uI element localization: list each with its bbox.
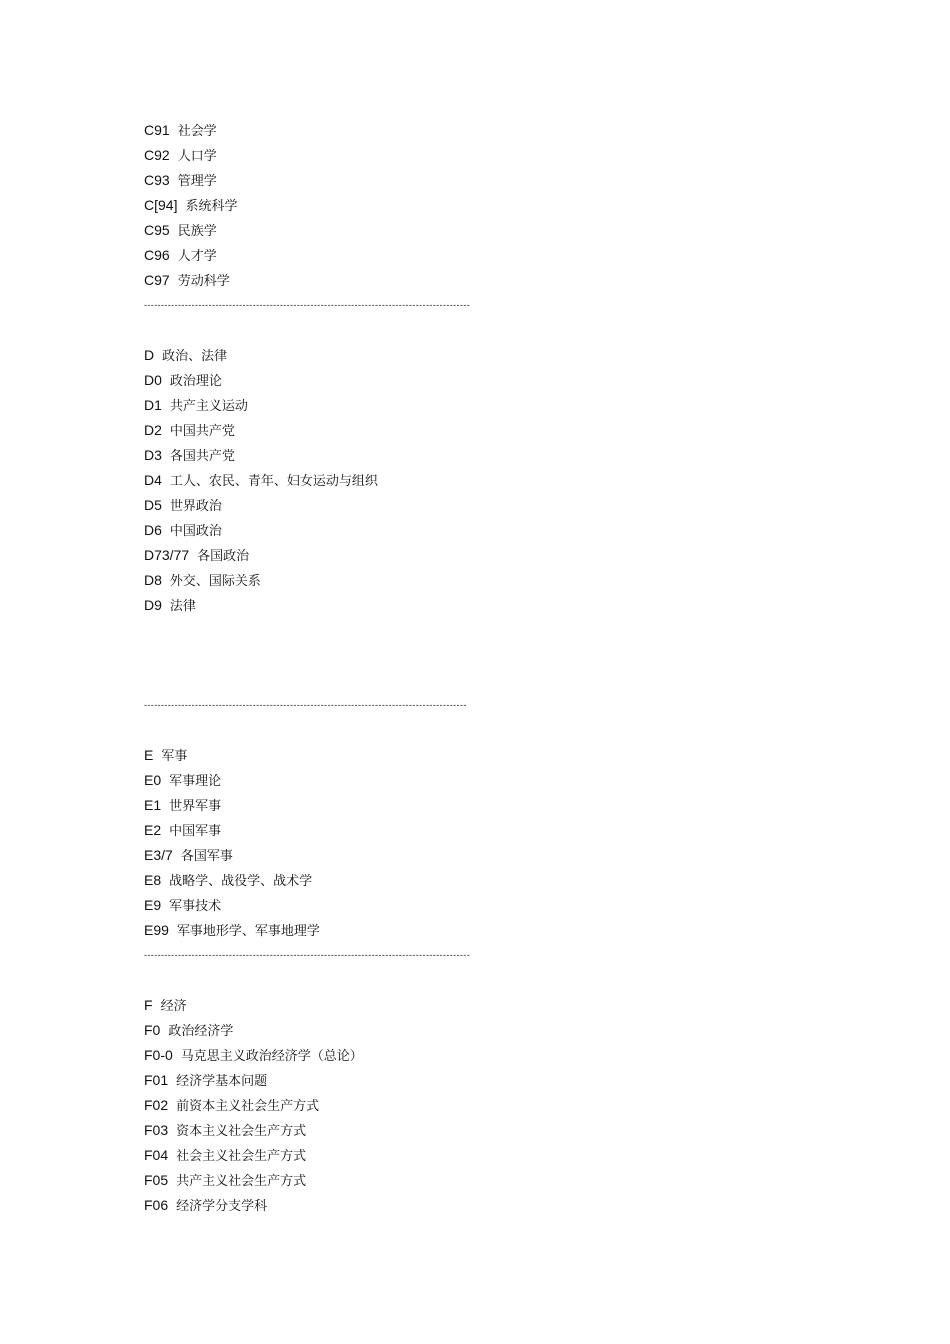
entry-line: [144, 818, 844, 843]
classification-document: [144, 118, 844, 1218]
entry-term: 社会主义社会生产方式: [176, 1149, 307, 1164]
entry-term: 政治经济学: [168, 1024, 234, 1039]
entry-line: [144, 1093, 844, 1118]
entry-line: [144, 418, 844, 443]
entry-code: F04: [144, 1147, 169, 1163]
entry-code: E99: [144, 922, 169, 938]
entry-code: D8: [144, 572, 162, 588]
entry-line: [144, 168, 844, 193]
entry-code: D9: [144, 597, 162, 613]
entry-term: 政治理论: [169, 374, 222, 389]
entry-line: [144, 1118, 844, 1143]
entry-term: 外交、国际关系: [169, 574, 261, 589]
entry-term: 军事: [161, 749, 188, 764]
entry-code: F0: [144, 1022, 161, 1038]
entry-code: F03: [144, 1122, 169, 1138]
entry-code: D73/77: [144, 547, 190, 563]
entry-term: 世界军事: [169, 799, 222, 814]
entry-line: [144, 868, 844, 893]
entry-code: D1: [144, 397, 162, 413]
entry-code: E0: [144, 772, 162, 788]
entry-code: D6: [144, 522, 162, 538]
entry-line: [144, 843, 844, 868]
entry-line: [144, 993, 844, 1018]
entry-code: E8: [144, 872, 162, 888]
entry-term: 政治、法律: [162, 349, 228, 364]
entry-line: [144, 1018, 844, 1043]
entry-code: D: [144, 347, 155, 363]
entry-code: C95: [144, 222, 170, 238]
spacer: [144, 618, 844, 693]
entry-term: 管理学: [177, 174, 217, 189]
entry-code: D5: [144, 497, 162, 513]
entry-code: F01: [144, 1072, 169, 1088]
entry-code: E1: [144, 797, 162, 813]
entry-line: [144, 493, 844, 518]
section-separator: ------------------------------------------------------------------------------------------------: [144, 300, 471, 310]
entry-line: [144, 518, 844, 543]
entry-line: [144, 793, 844, 818]
entry-code: D4: [144, 472, 162, 488]
entry-term: 共产主义运动: [169, 399, 248, 414]
entry-term: 经济学分支学科: [176, 1199, 268, 1214]
entry-term: 马克思主义政治经济学（总论）: [180, 1049, 363, 1064]
entry-code: E: [144, 747, 154, 763]
entry-line: [144, 918, 844, 943]
entry-term: 中国政治: [169, 524, 222, 539]
entry-term: 经济: [160, 999, 187, 1014]
entry-code: D2: [144, 422, 162, 438]
entry-line: [144, 1193, 844, 1218]
entry-line: [144, 1168, 844, 1193]
entry-term: 各国军事: [180, 849, 233, 864]
entry-line: [144, 218, 844, 243]
entry-code: F0-0: [144, 1047, 173, 1063]
entry-line: [144, 768, 844, 793]
entry-term: 劳动科学: [177, 274, 230, 289]
entry-line: [144, 568, 844, 593]
entry-term: 人才学: [177, 249, 217, 264]
entry-term: 民族学: [177, 224, 217, 239]
entry-term: 前资本主义社会生产方式: [176, 1099, 320, 1114]
entry-term: 军事技术: [169, 899, 222, 914]
entry-code: D3: [144, 447, 162, 463]
section-separator: ------------------------------------------------------------------------------------------------: [144, 950, 471, 960]
entry-code: C91: [144, 122, 170, 138]
entry-code: C96: [144, 247, 170, 263]
entry-line: [144, 468, 844, 493]
section-f: [144, 993, 844, 1218]
entry-line: [144, 1068, 844, 1093]
entry-code: E9: [144, 897, 162, 913]
entry-term: 法律: [169, 599, 196, 614]
entry-term: 经济学基本问题: [176, 1074, 268, 1089]
section-c: [144, 118, 844, 293]
entry-term: 共产主义社会生产方式: [176, 1174, 307, 1189]
entry-code: C92: [144, 147, 170, 163]
entry-line: [144, 1043, 844, 1068]
entry-term: 工人、农民、青年、妇女运动与组织: [169, 474, 378, 489]
spacer: [144, 718, 844, 743]
entry-code: F06: [144, 1197, 169, 1213]
entry-term: 各国共产党: [169, 449, 235, 464]
entry-code: E3/7: [144, 847, 173, 863]
entry-line: [144, 1143, 844, 1168]
entry-term: 资本主义社会生产方式: [176, 1124, 307, 1139]
spacer: [144, 318, 844, 343]
entry-line: [144, 893, 844, 918]
entry-code: C[94]: [144, 197, 178, 213]
entry-line: [144, 243, 844, 268]
entry-term: 战略学、战役学、战术学: [169, 874, 313, 889]
entry-term: 中国共产党: [169, 424, 235, 439]
entry-term: 系统科学: [185, 199, 238, 214]
entry-line: [144, 543, 844, 568]
entry-code: D0: [144, 372, 162, 388]
section-e: [144, 743, 844, 943]
entry-term: 军事地形学、军事地理学: [176, 924, 320, 939]
entry-line: [144, 368, 844, 393]
entry-line: [144, 393, 844, 418]
entry-term: 军事理论: [169, 774, 222, 789]
entry-line: [144, 268, 844, 293]
entry-line: [144, 118, 844, 143]
entry-term: 人口学: [177, 149, 217, 164]
entry-term: 中国军事: [169, 824, 222, 839]
entry-line: [144, 143, 844, 168]
entry-line: [144, 593, 844, 618]
section-separator: -----------------------------------------------------------------------------------------------: [144, 700, 467, 710]
entry-term: 社会学: [177, 124, 217, 139]
entry-code: F02: [144, 1097, 169, 1113]
entry-code: E2: [144, 822, 162, 838]
entry-code: F05: [144, 1172, 169, 1188]
entry-line: [144, 193, 844, 218]
entry-term: 各国政治: [197, 549, 250, 564]
entry-line: [144, 443, 844, 468]
spacer: [144, 968, 844, 993]
entry-code: C93: [144, 172, 170, 188]
entry-code: F: [144, 997, 153, 1013]
section-d: [144, 343, 844, 618]
entry-line: [144, 343, 844, 368]
entry-line: [144, 743, 844, 768]
entry-term: 世界政治: [169, 499, 222, 514]
entry-code: C97: [144, 272, 170, 288]
